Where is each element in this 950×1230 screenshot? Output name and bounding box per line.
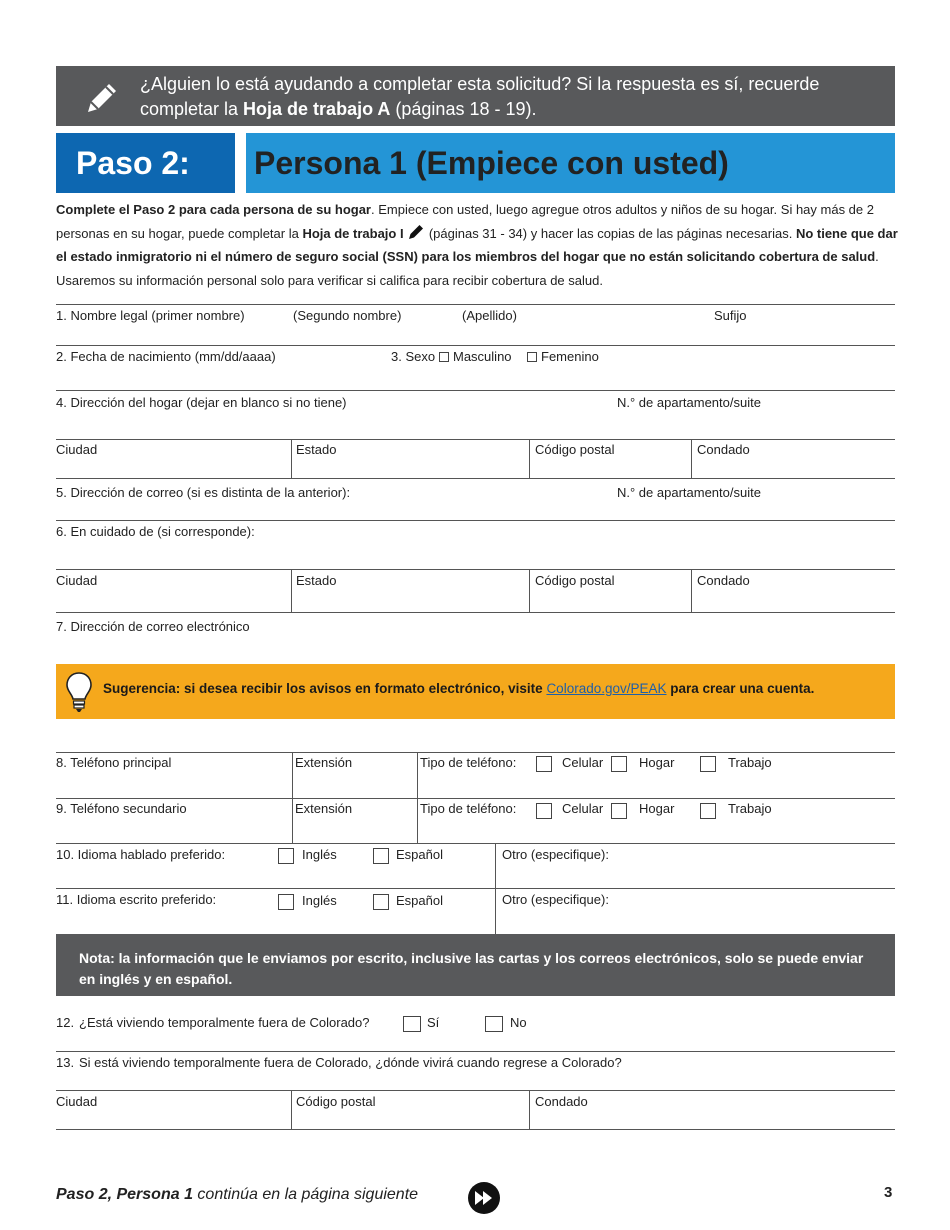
- secondary-work-checkbox[interactable]: [700, 803, 716, 819]
- written-english-label: Inglés: [302, 893, 337, 908]
- q12-question: ¿Está viviendo temporalmente fuera de Colorado?: [79, 1015, 370, 1030]
- q13-question: Si está viviendo temporalmente fuera de Colorado, ¿dónde vivirá cuando regrese a Colorado?: [79, 1055, 622, 1070]
- secondary-phone-type-label: Tipo de teléfono:: [420, 801, 517, 816]
- pencil-icon: [82, 78, 122, 118]
- mailing-city-label: Ciudad: [56, 573, 98, 588]
- tip-bar: [56, 664, 895, 719]
- step-label: Paso 2:: [56, 133, 235, 193]
- home-state-label: Estado: [296, 442, 337, 457]
- step-title: Persona 1 (Empiece con usted): [246, 133, 895, 193]
- secondary-cell-label: Celular: [562, 801, 604, 816]
- spoken-other-label: Otro (especifique):: [502, 847, 609, 862]
- tip-text: Sugerencia: si desea recibir los avisos en formato electrónico, visite Colorado.gov/PEAK para crear una cuenta.: [103, 681, 815, 696]
- home-county-label: Condado: [697, 442, 750, 457]
- primary-work-checkbox[interactable]: [700, 756, 716, 772]
- fast-forward-icon: [468, 1182, 500, 1214]
- return-zip-label: Código postal: [296, 1094, 376, 1109]
- q12-no-label: No: [510, 1015, 527, 1030]
- return-city-label: Ciudad: [56, 1094, 98, 1109]
- return-county-label: Condado: [535, 1094, 588, 1109]
- secondary-work-label: Trabajo: [728, 801, 772, 816]
- peak-link[interactable]: Colorado.gov/PEAK: [546, 681, 667, 696]
- mailing-zip-label: Código postal: [535, 573, 615, 588]
- secondary-phone-label: 9. Teléfono secundario: [56, 801, 187, 816]
- written-spanish-checkbox[interactable]: [373, 894, 389, 910]
- care-of-label: 6. En cuidado de (si corresponde):: [56, 524, 255, 539]
- written-other-label: Otro (especifique):: [502, 892, 609, 907]
- female-checkbox[interactable]: [527, 352, 537, 362]
- mailing-county-label: Condado: [697, 573, 750, 588]
- spoken-english-checkbox[interactable]: [278, 848, 294, 864]
- home-address-label: 4. Dirección del hogar (dejar en blanco si no tiene): [56, 395, 347, 410]
- spoken-spanish-checkbox[interactable]: [373, 848, 389, 864]
- q12-yes-checkbox[interactable]: [403, 1016, 421, 1032]
- mailing-apt-label: N.° de apartamento/suite: [617, 485, 761, 500]
- primary-ext-label: Extensión: [295, 755, 353, 770]
- last-name-label: (Apellido): [462, 308, 517, 323]
- spoken-language-label: 10. Idioma hablado preferido:: [56, 847, 226, 862]
- home-zip-label: Código postal: [535, 442, 615, 457]
- suffix-label: Sufijo: [714, 308, 747, 323]
- helper-banner-text: ¿Alguien lo está ayudando a completar esta solicitud? Si la respuesta es sí, recuerde completar la Hoja de trabajo A (páginas 18 - 19).: [140, 74, 820, 119]
- q12-yes-label: Sí: [427, 1015, 440, 1030]
- mailing-address-label: 5. Dirección de correo (si es distinta de la anterior):: [56, 485, 351, 500]
- primary-cell-checkbox[interactable]: [536, 756, 552, 772]
- written-english-checkbox[interactable]: [278, 894, 294, 910]
- helper-banner: [56, 66, 895, 126]
- primary-home-checkbox[interactable]: [611, 756, 627, 772]
- home-apt-label: N.° de apartamento/suite: [617, 395, 761, 410]
- q13-number: 13.: [56, 1055, 75, 1070]
- page-number: 3: [884, 1184, 893, 1201]
- continue-note: Paso 2, Persona 1 continúa en la página siguiente: [56, 1186, 419, 1203]
- mailing-state-label: Estado: [296, 573, 337, 588]
- q12-no-checkbox[interactable]: [485, 1016, 503, 1032]
- written-spanish-label: Español: [396, 893, 443, 908]
- language-note-text: Nota: la información que le enviamos por escrito, inclusive las cartas y los correos electrónicos, solo se puede enviar en inglés y en español.: [79, 950, 864, 987]
- email-label: 7. Dirección de correo electrónico: [56, 619, 250, 634]
- home-city-label: Ciudad: [56, 442, 98, 457]
- secondary-home-label: Hogar: [639, 801, 675, 816]
- language-note: [56, 934, 895, 996]
- secondary-ext-label: Extensión: [295, 801, 353, 816]
- primary-phone-type-label: Tipo de teléfono:: [420, 755, 517, 770]
- pencil-icon: [407, 223, 425, 241]
- secondary-home-checkbox[interactable]: [611, 803, 627, 819]
- male-label: Masculino: [453, 349, 512, 364]
- lightbulb-icon: [64, 670, 94, 714]
- spoken-english-label: Inglés: [302, 847, 337, 862]
- primary-phone-label: 8. Teléfono principal: [56, 755, 172, 770]
- spoken-spanish-label: Español: [396, 847, 443, 862]
- q12-number: 12.: [56, 1015, 75, 1030]
- written-language-label: 11. Idioma escrito preferido:: [56, 892, 217, 907]
- primary-home-label: Hogar: [639, 755, 675, 770]
- first-name-label: 1. Nombre legal (primer nombre): [56, 308, 245, 323]
- middle-name-label: (Segundo nombre): [293, 308, 402, 323]
- intro-paragraph: Complete el Paso 2 para cada persona de su hogar. Empiece con usted, luego agregue otros adultos y niños de su hogar. Si hay más de 2 personas en su hogar, puede completar la Hoja de trabajo I (páginas 31 - 34) y hacer las copias de las páginas necesarias. No tiene que dar el estado inmigratorio ni el número de seguro social (SSN) para los miembros del hogar que no están solicitando cobertura de salud. Usaremos su información personal solo para verificar si califica para recibir cobertura de salud.: [56, 202, 898, 288]
- primary-cell-label: Celular: [562, 755, 604, 770]
- sex-label: 3. Sexo: [391, 349, 436, 364]
- secondary-cell-checkbox[interactable]: [536, 803, 552, 819]
- male-checkbox[interactable]: [439, 352, 449, 362]
- dob-label: 2. Fecha de nacimiento (mm/dd/aaaa): [56, 349, 276, 364]
- female-label: Femenino: [541, 349, 599, 364]
- primary-work-label: Trabajo: [728, 755, 772, 770]
